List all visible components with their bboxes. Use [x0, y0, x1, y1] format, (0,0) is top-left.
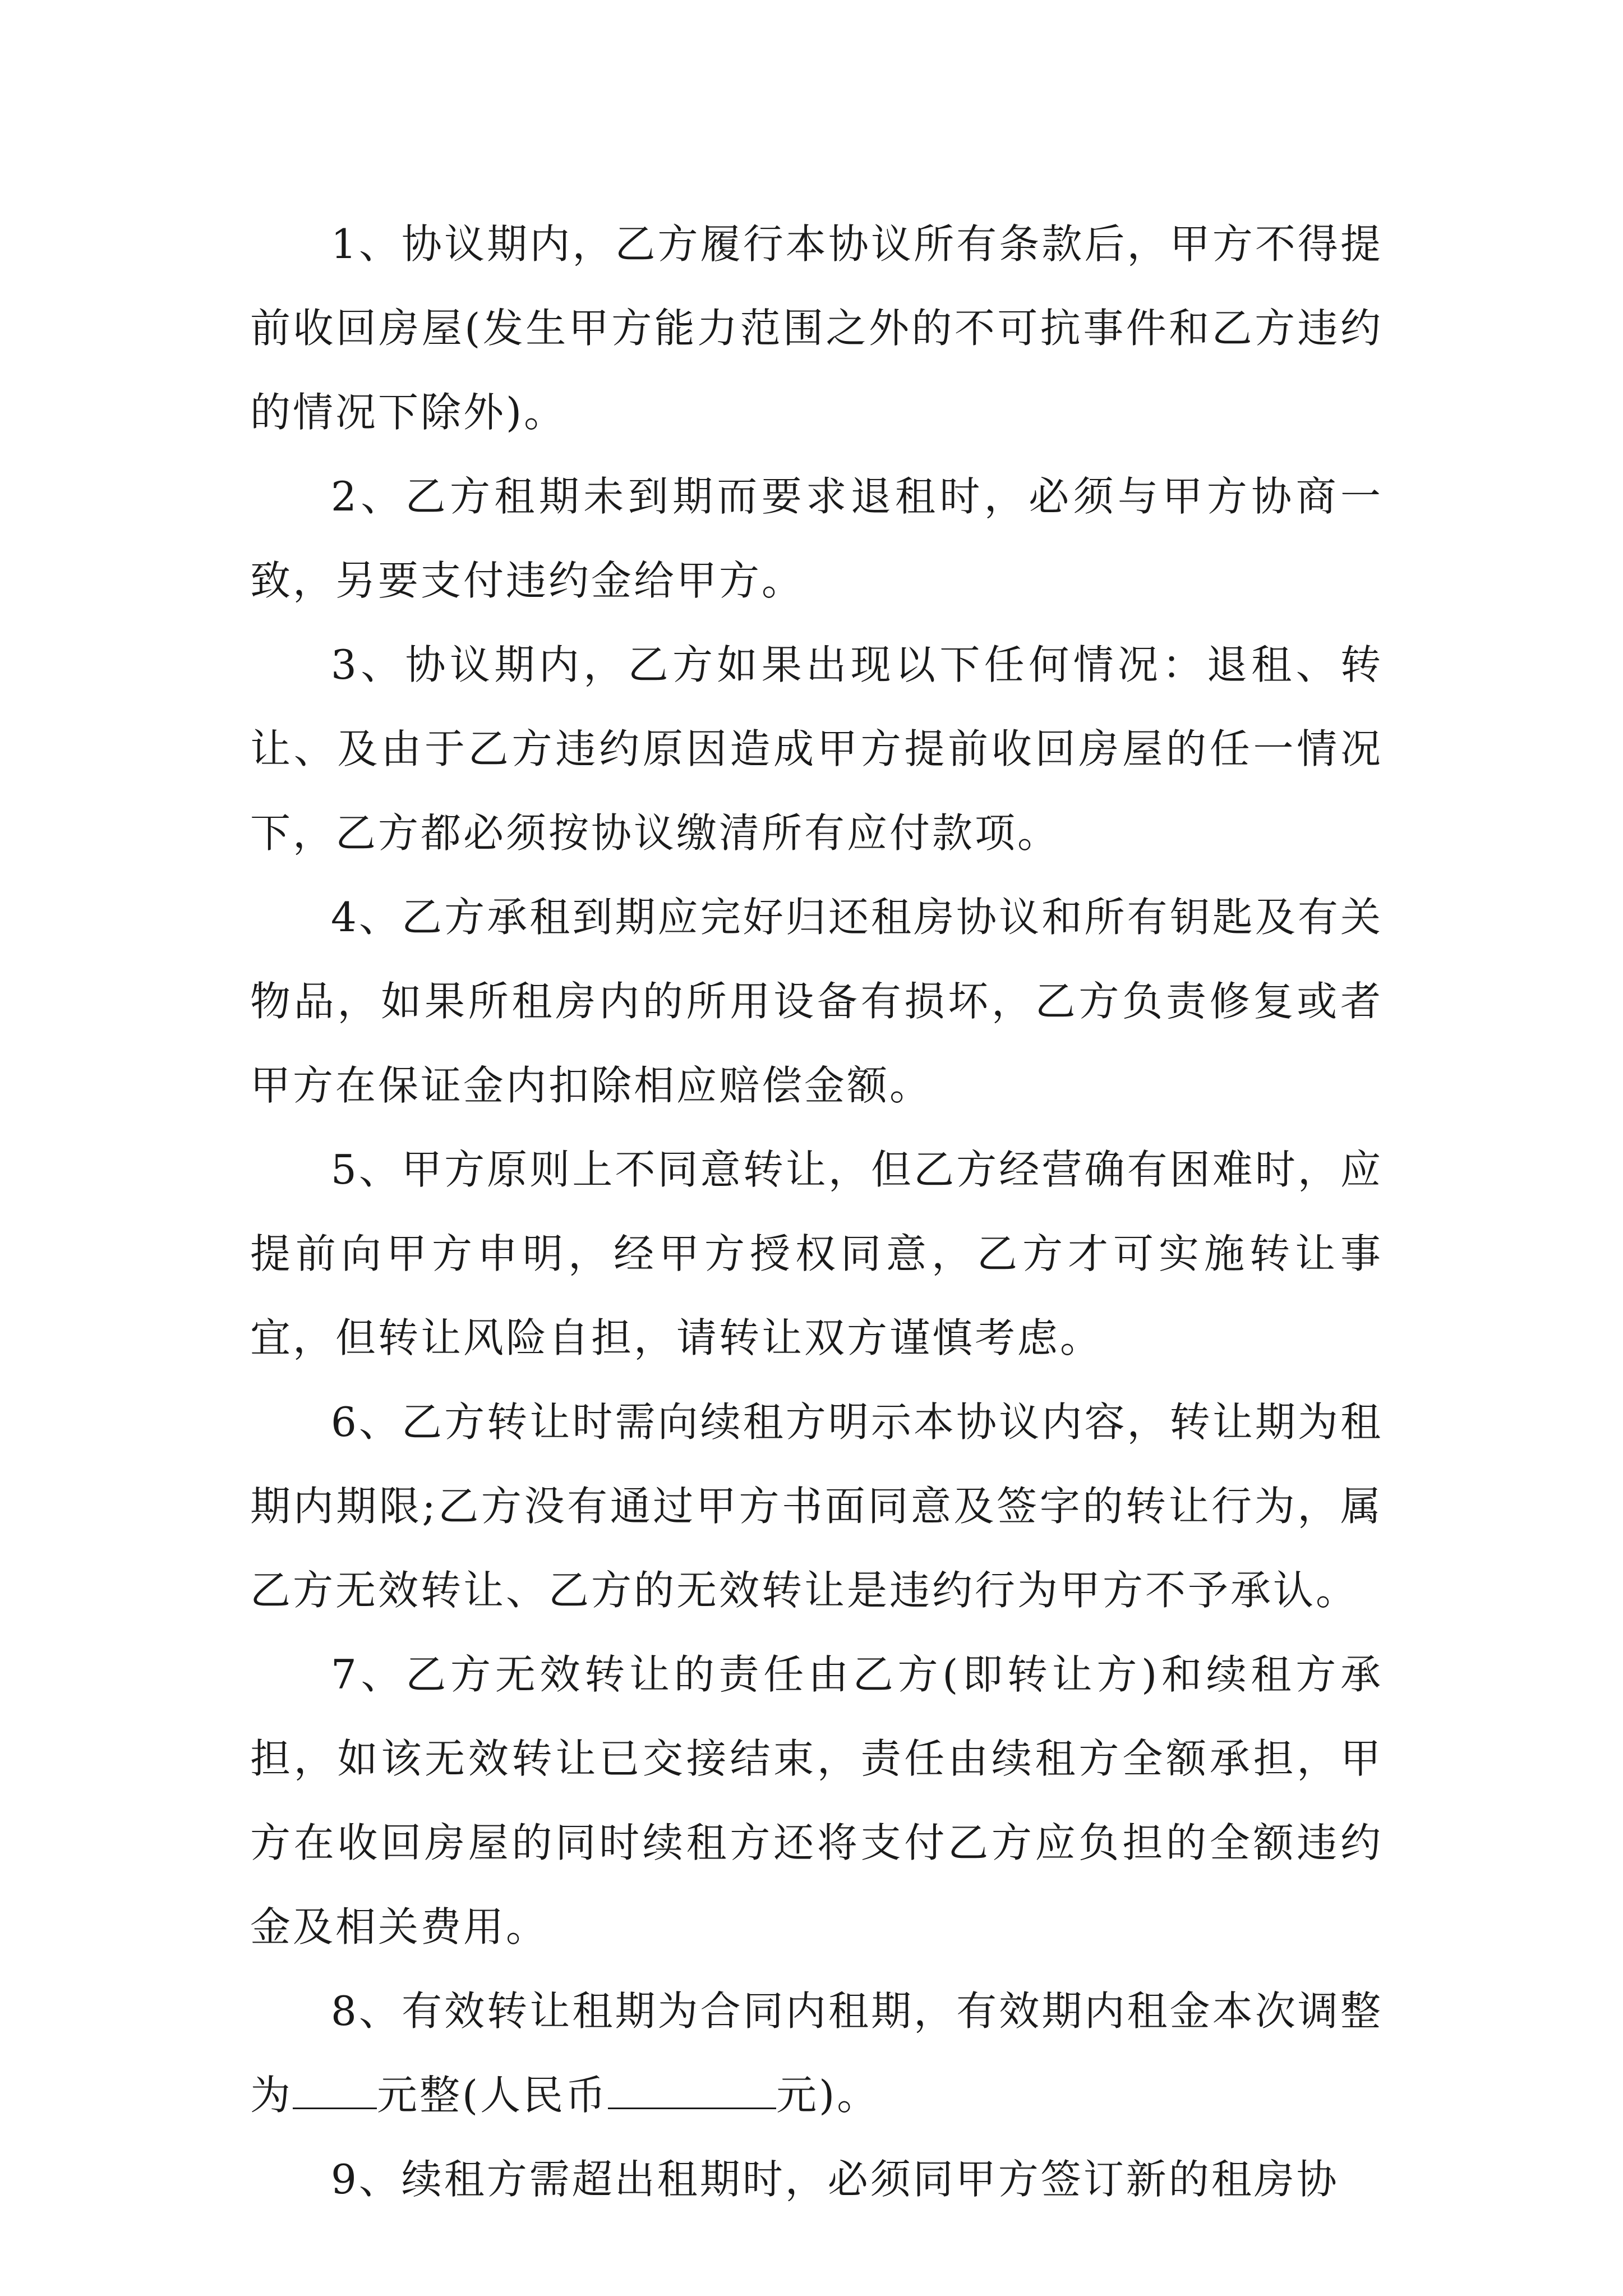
clause-3: 3、协议期内，乙方如果出现以下任何情况：退租、转让、及由于乙方违约原因造成甲方提前收回房屋的任一情况下，乙方都必须按协议缴清所有应付款项。 [250, 641, 1383, 857]
clause-5: 5、甲方原则上不同意转让，但乙方经营确有困难时，应提前向甲方申明，经甲方授权同意，乙方才可实施转让事宜，但转让风险自担，请转让双方谨慎考虑。 [250, 1146, 1383, 1361]
clause-6: 6、乙方转让时需向续租方明示本协议内容，转让期为租期内期限;乙方没有通过甲方书面同意及签字的转让行为，属乙方无效转让、乙方的无效转让是违约行为甲方不予承认。 [250, 1398, 1383, 1614]
clause-1: 1、协议期内，乙方履行本协议所有条款后，甲方不得提前收回房屋(发生甲方能力范围之外的不可抗事件和乙方违约的情况下除外)。 [250, 220, 1383, 436]
clause-9: 9、续租方需超出租期时，必须同甲方签订新的租房协 [331, 2156, 1339, 2203]
document-body [250, 202, 1383, 2221]
clause-8-part-3: 元)。 [776, 2072, 880, 2119]
clause-8-part-2: 元整(人民币 [377, 2072, 608, 2119]
clause-4: 4、乙方承租到期应完好归还租房协议和所有钥匙及有关物品，如果所租房内的所用设备有损坏，乙方负责修复或者甲方在保证金内扣除相应赔偿金额。 [250, 894, 1383, 1109]
rent-amount-blank [293, 2069, 377, 2109]
clause-8-part-1: 8、有效转让租期为合同内租期，有效期内租金本次调整为 [250, 1987, 1383, 2119]
clause-7: 7、乙方无效转让的责任由乙方(即转让方)和续租方承担，如该无效转让已交接结束，责任由续租方全额承担，甲方在收回房屋的同时续租方还将支付乙方应负担的全额违约金及相关费用。 [250, 1651, 1383, 1950]
clause-8 [250, 1969, 1383, 2137]
clause-2: 2、乙方租期未到期而要求退租时，必须与甲方协商一致，另要支付违约金给甲方。 [250, 473, 1383, 604]
rent-rmb-blank [608, 2069, 776, 2109]
